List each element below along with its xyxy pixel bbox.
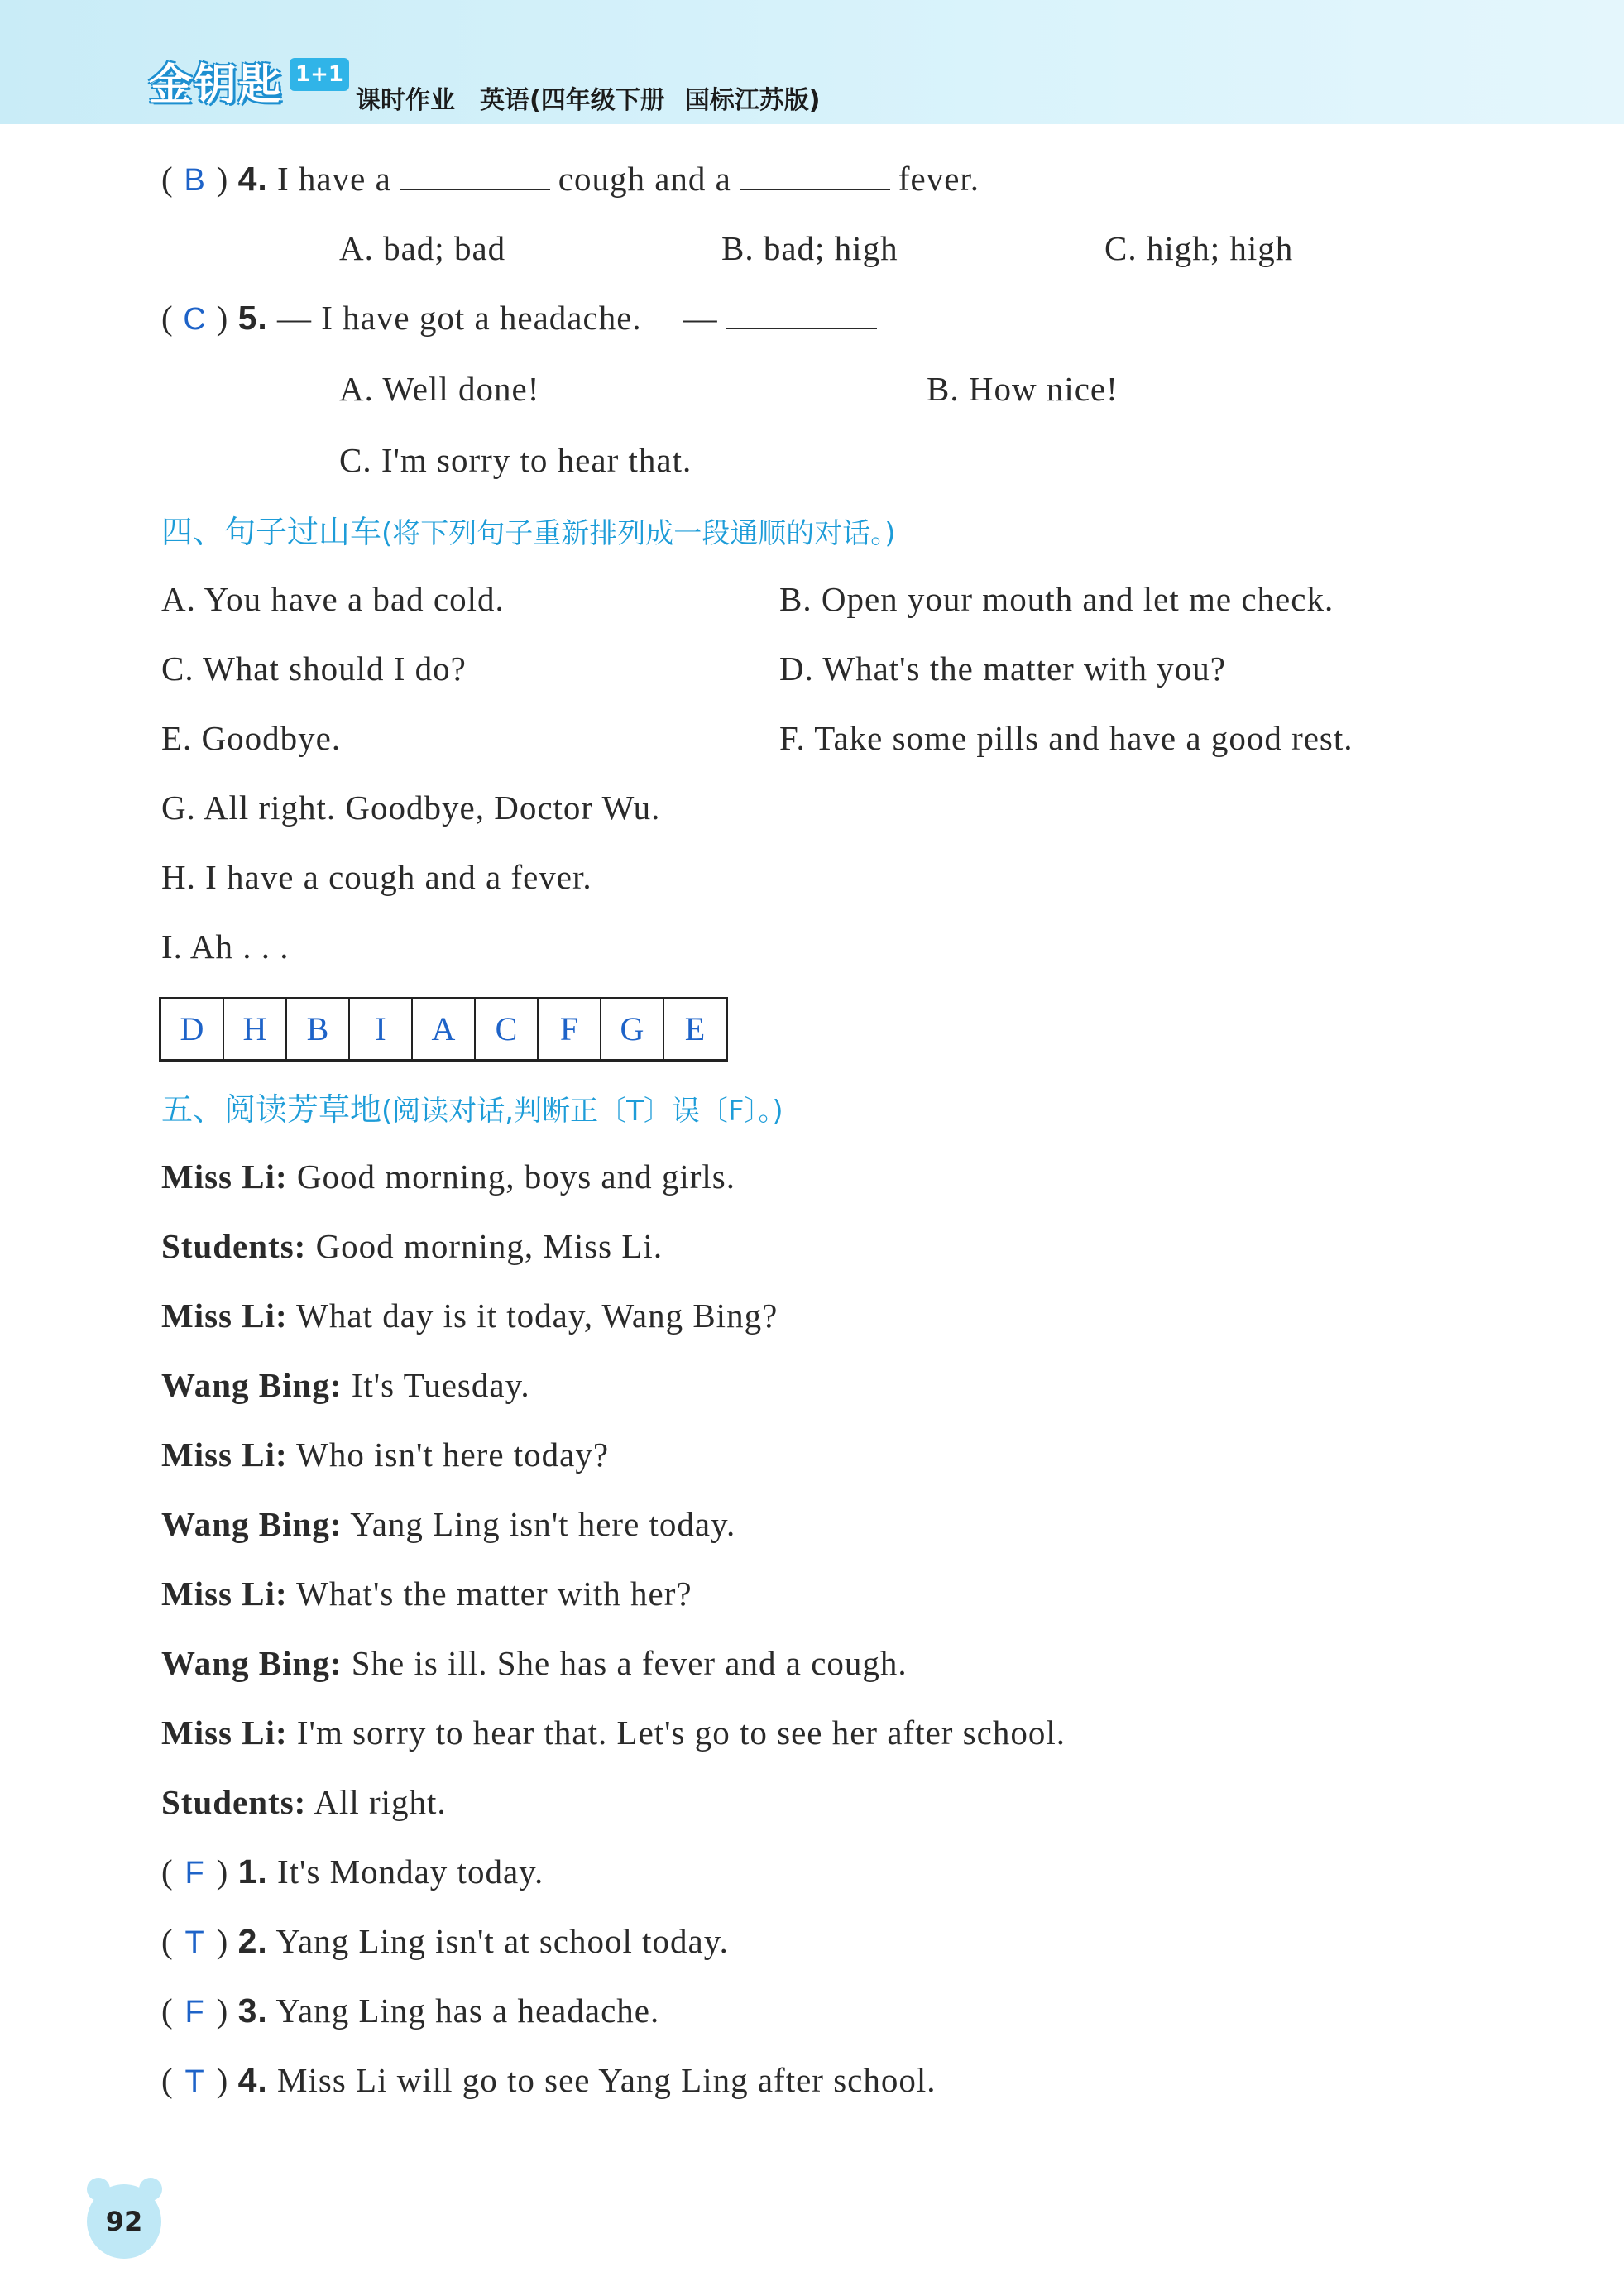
dialogue-line: Miss Li: Good morning, boys and girls.	[161, 1158, 735, 1196]
subject-name: 英语(四年级下册	[480, 86, 665, 115]
answer-q4: B	[184, 163, 206, 198]
answer-j4: T	[184, 2064, 205, 2099]
section-5-title: 五、阅读芳草地(阅读对话,判断正〔T〕误〔F〕。)	[161, 1091, 783, 1128]
dialogue-line: Wang Bing: It's Tuesday.	[161, 1366, 530, 1404]
dialogue-line: Wang Bing: She is ill. She has a fever and a cough.	[161, 1644, 908, 1682]
question-4: ( B ) 4. I have a cough and a fever.	[161, 160, 980, 198]
sentence-h: H. I have a cough and a fever.	[161, 858, 592, 896]
dialogue-line: Students: Good morning, Miss Li.	[161, 1227, 663, 1265]
brand-badge: 1+1	[290, 58, 349, 91]
sentence-c: C. What should I do?	[161, 649, 467, 688]
order-cell: B	[287, 999, 350, 1059]
dialogue-line: Wang Bing: Yang Ling isn't here today.	[161, 1505, 736, 1543]
dialogue-line: Miss Li: I'm sorry to hear that. Let's go to see her after school.	[161, 1714, 1066, 1752]
answer-j1: F	[184, 1856, 205, 1891]
section-4-title: 四、句子过山车(将下列句子重新排列成一段通顺的对话。)	[161, 514, 896, 550]
q4-option-b: B. bad; high	[721, 229, 898, 267]
sentence-f: F. Take some pills and have a good rest.	[779, 719, 1353, 757]
judgement-2: ( T ) 2. Yang Ling isn't at school today.	[161, 1922, 729, 1960]
order-cell: D	[161, 999, 224, 1059]
sentence-i: I. Ah . . .	[161, 928, 290, 966]
order-cell: H	[224, 999, 287, 1059]
sentence-e: E. Goodbye.	[161, 719, 342, 757]
order-answer-box	[159, 997, 728, 1062]
sentence-b: B. Open your mouth and let me check.	[779, 580, 1334, 618]
order-cell: G	[601, 999, 664, 1059]
q5-option-a: A. Well done!	[339, 370, 540, 408]
page-header	[0, 0, 1624, 124]
judgement-1: ( F ) 1. It's Monday today.	[161, 1853, 544, 1891]
dialogue-line: Students: All right.	[161, 1783, 447, 1821]
header-subtitle	[356, 79, 845, 116]
brand-logo: 金钥匙	[149, 60, 284, 110]
page-number: 92	[87, 2184, 161, 2259]
answer-q5: C	[183, 302, 207, 337]
sentence-g: G. All right. Goodbye, Doctor Wu.	[161, 789, 661, 827]
order-cell: F	[539, 999, 601, 1059]
edition-name: 国标江苏版)	[684, 86, 821, 115]
q5-option-b: B. How nice!	[927, 370, 1119, 408]
answer-j2: T	[184, 1925, 205, 1960]
q5-option-c: C. I'm sorry to hear that.	[339, 441, 692, 479]
dialogue-line: Miss Li: What's the matter with her?	[161, 1575, 692, 1613]
judgement-3: ( F ) 3. Yang Ling has a headache.	[161, 1992, 660, 2030]
order-cell: C	[476, 999, 539, 1059]
judgement-4: ( T ) 4. Miss Li will go to see Yang Ling after school.	[161, 2061, 937, 2099]
blank-3	[726, 301, 877, 329]
q4-option-c: C. high; high	[1104, 229, 1294, 267]
blank-1	[400, 162, 550, 190]
order-cell: E	[684, 1010, 706, 1047]
order-cell: I	[350, 999, 413, 1059]
order-cell: A	[413, 999, 476, 1059]
q4-option-a: A. bad; bad	[339, 229, 506, 267]
dialogue-line: Miss Li: What day is it today, Wang Bing?	[161, 1297, 778, 1335]
answer-j3: F	[184, 1995, 205, 2030]
dialogue-line: Miss Li: Who isn't here today?	[161, 1436, 610, 1474]
sentence-d: D. What's the matter with you?	[779, 649, 1226, 688]
question-5: ( C ) 5. — I have got a headache. —	[161, 298, 885, 338]
sentence-a: A. You have a bad cold.	[161, 580, 505, 618]
series-name: 课时作业	[356, 86, 455, 115]
blank-2	[740, 162, 890, 190]
